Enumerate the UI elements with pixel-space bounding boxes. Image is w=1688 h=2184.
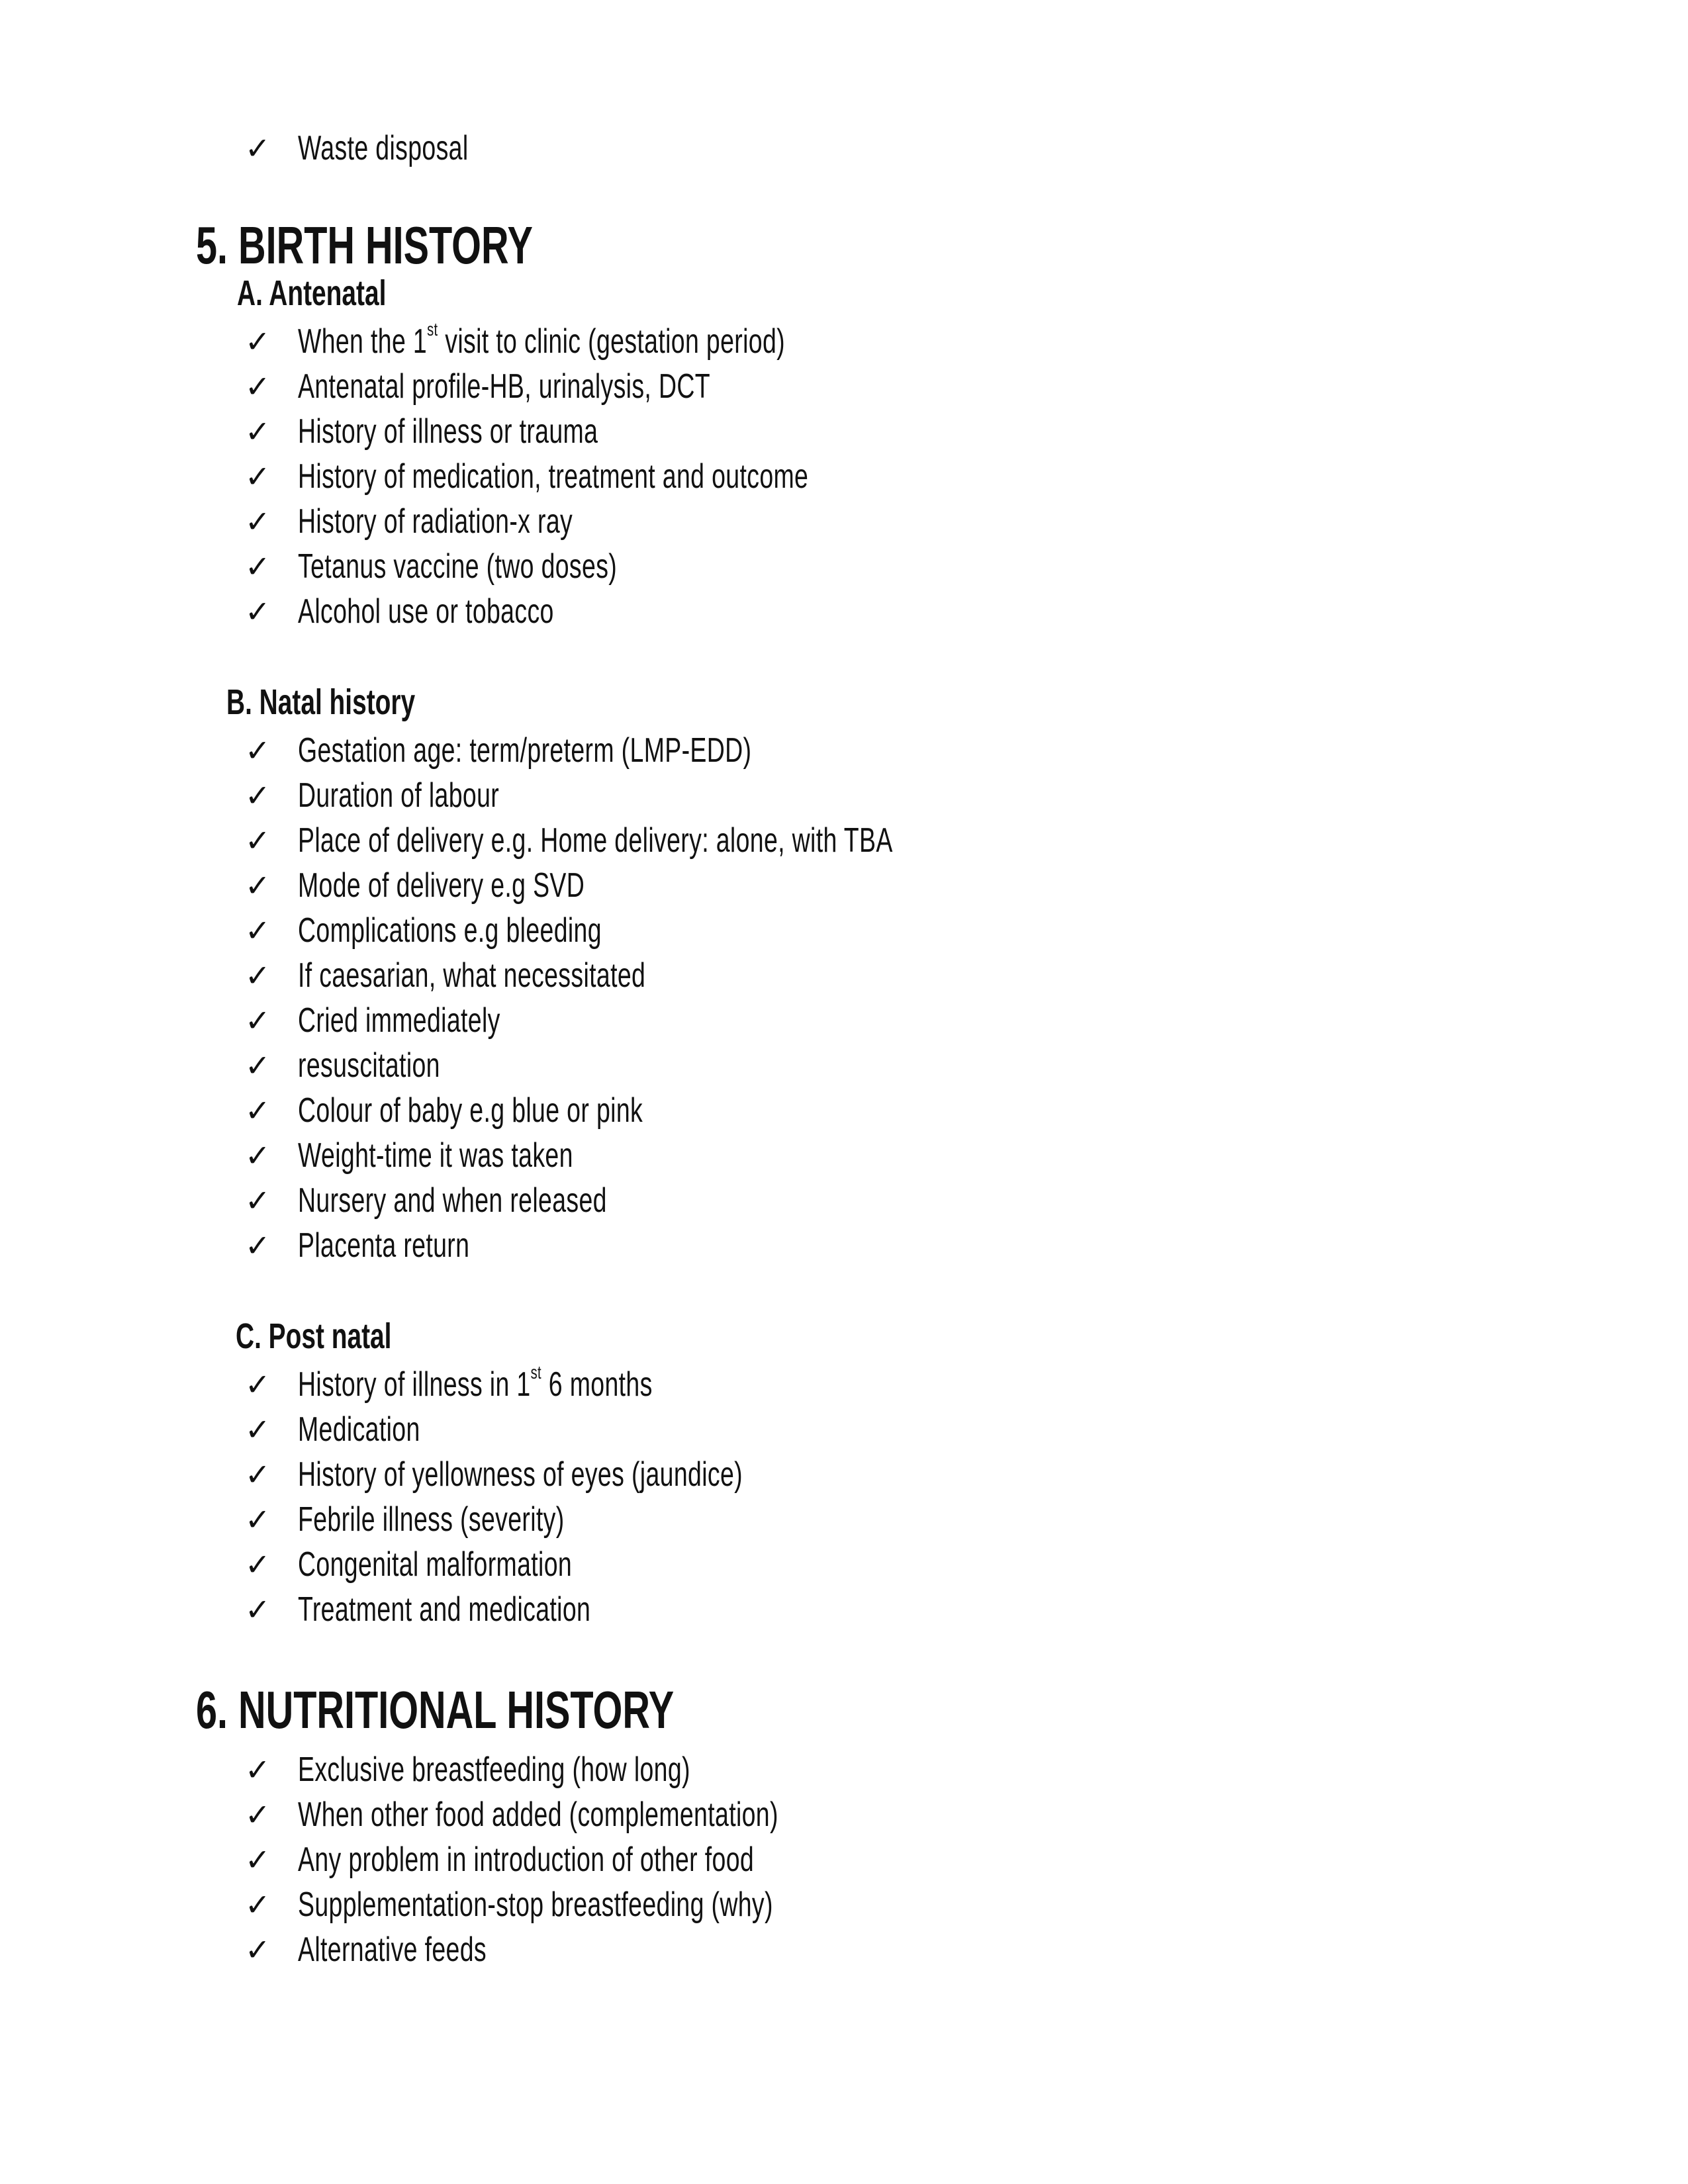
list-item [245, 126, 535, 171]
checkmark-icon: ✓ [245, 369, 271, 404]
list-item-text: Duration of labour [298, 776, 500, 815]
list-item-text: Medication [298, 1410, 420, 1449]
checkmark-icon: ✓ [245, 549, 271, 584]
list-item-text: When the 1st visit to clinic (gestation period) [298, 319, 785, 361]
checkmark-icon: ✓ [245, 504, 271, 539]
list-item-text: Supplementation-stop breastfeeding (why) [298, 1886, 773, 1924]
list-item-text: Placenta return [298, 1226, 470, 1265]
list-item [245, 998, 579, 1043]
subsection-heading: B. Natal history [226, 682, 416, 722]
list-item-text: Alternative feeds [298, 1931, 487, 1969]
list-item [245, 1043, 495, 1088]
list-item-text: When other food added (complementation) [298, 1796, 778, 1834]
list-item-text: History of illness in 1st 6 months [298, 1362, 653, 1404]
list-item [245, 728, 928, 773]
checkmark-icon: ✓ [245, 1502, 271, 1537]
checkmark-icon: ✓ [245, 324, 271, 359]
list-item-text: History of yellowness of eyes (jaundice) [298, 1455, 743, 1494]
checkmark-icon: ✓ [245, 778, 271, 813]
checkmark-icon: ✓ [245, 1797, 271, 1833]
checkmark-icon: ✓ [245, 1457, 271, 1492]
list-item-text: Febrile illness (severity) [298, 1500, 565, 1539]
list-item-text: Antenatal profile-HB, urinalysis, DCT [298, 367, 710, 406]
list-item [245, 863, 696, 908]
checkmark-icon: ✓ [245, 913, 271, 948]
list-item [245, 1497, 668, 1542]
list-item-text: Place of delivery e.g. Home delivery: alone, with TBA [298, 821, 893, 860]
list-item-text: History of radiation-x ray [298, 502, 573, 541]
checkmark-icon: ✓ [245, 958, 271, 993]
list-item-text: Cried immediately [298, 1001, 500, 1040]
list-item [245, 1837, 931, 1882]
section-heading: 5. BIRTH HISTORY [196, 216, 533, 275]
checkmark-icon: ✓ [245, 1003, 271, 1038]
subsection-heading: C. Post natal [236, 1316, 392, 1356]
list-item [245, 1927, 560, 1972]
list-item [245, 364, 870, 409]
section-heading: 6. NUTRITIONAL HISTORY [196, 1680, 675, 1739]
list-item [245, 499, 680, 544]
list-item [245, 1407, 467, 1452]
checkmark-icon: ✓ [245, 1752, 271, 1788]
subsection-heading: A. Antenatal [237, 273, 387, 313]
list-item-text: History of illness or trauma [298, 412, 598, 451]
checkmark-icon: ✓ [245, 1228, 271, 1263]
checkmark-icon: ✓ [245, 733, 271, 768]
list-item [245, 818, 1124, 863]
list-item [245, 454, 1007, 499]
list-item-text: Nursery and when released [298, 1181, 607, 1220]
list-item-text: Colour of baby e.g blue or pink [298, 1091, 643, 1130]
list-item [245, 1542, 679, 1587]
list-item [245, 589, 653, 634]
list-item [245, 1223, 536, 1268]
checkmark-icon: ✓ [245, 1932, 271, 1968]
list-item [245, 773, 577, 818]
list-item-text: Waste disposal [298, 129, 469, 167]
checkmark-icon: ✓ [245, 1592, 271, 1627]
checkmark-icon: ✓ [245, 823, 271, 858]
list-item [245, 319, 974, 364]
list-item [245, 1747, 843, 1792]
list-item [245, 544, 741, 589]
list-item-text: If caesarian, what necessitated [298, 956, 646, 995]
list-item [245, 1882, 958, 1927]
list-item-text: Any problem in introduction of other food [298, 1841, 755, 1879]
checkmark-icon: ✓ [245, 459, 271, 494]
list-item [245, 1587, 704, 1632]
list-item [245, 1133, 680, 1178]
checkmark-icon: ✓ [245, 1887, 271, 1923]
list-item [245, 1452, 915, 1497]
checkmark-icon: ✓ [245, 1138, 271, 1173]
list-item [245, 1362, 790, 1407]
list-item-text: Gestation age: term/preterm (LMP-EDD) [298, 731, 752, 770]
list-item [245, 1088, 777, 1133]
list-item-text: Exclusive breastfeeding (how long) [298, 1751, 690, 1789]
checkmark-icon: ✓ [245, 414, 271, 449]
checkmark-icon: ✓ [245, 1842, 271, 1878]
checkmark-icon: ✓ [245, 1412, 271, 1447]
list-item [245, 1792, 965, 1837]
list-item [245, 953, 780, 998]
list-item-text: Mode of delivery e.g SVD [298, 866, 585, 905]
list-item-text: Complications e.g bleeding [298, 911, 602, 950]
list-item [245, 908, 720, 953]
checkmark-icon: ✓ [245, 130, 271, 166]
list-item [245, 409, 715, 454]
checkmark-icon: ✓ [245, 1547, 271, 1582]
list-item-text: Treatment and medication [298, 1590, 591, 1629]
checkmark-icon: ✓ [245, 594, 271, 629]
list-item-text: Congenital malformation [298, 1545, 573, 1584]
checkmark-icon: ✓ [245, 868, 271, 903]
list-item-text: Tetanus vaccine (two doses) [298, 547, 618, 586]
list-item-text: resuscitation [298, 1046, 440, 1085]
list-item-text: Alcohol use or tobacco [298, 592, 554, 631]
list-item-text: History of medication, treatment and outcome [298, 457, 809, 496]
list-item-text: Weight-time it was taken [298, 1136, 573, 1175]
checkmark-icon: ✓ [245, 1367, 271, 1402]
checkmark-icon: ✓ [245, 1048, 271, 1083]
checkmark-icon: ✓ [245, 1183, 271, 1218]
list-item [245, 1178, 727, 1223]
checkmark-icon: ✓ [245, 1093, 271, 1128]
